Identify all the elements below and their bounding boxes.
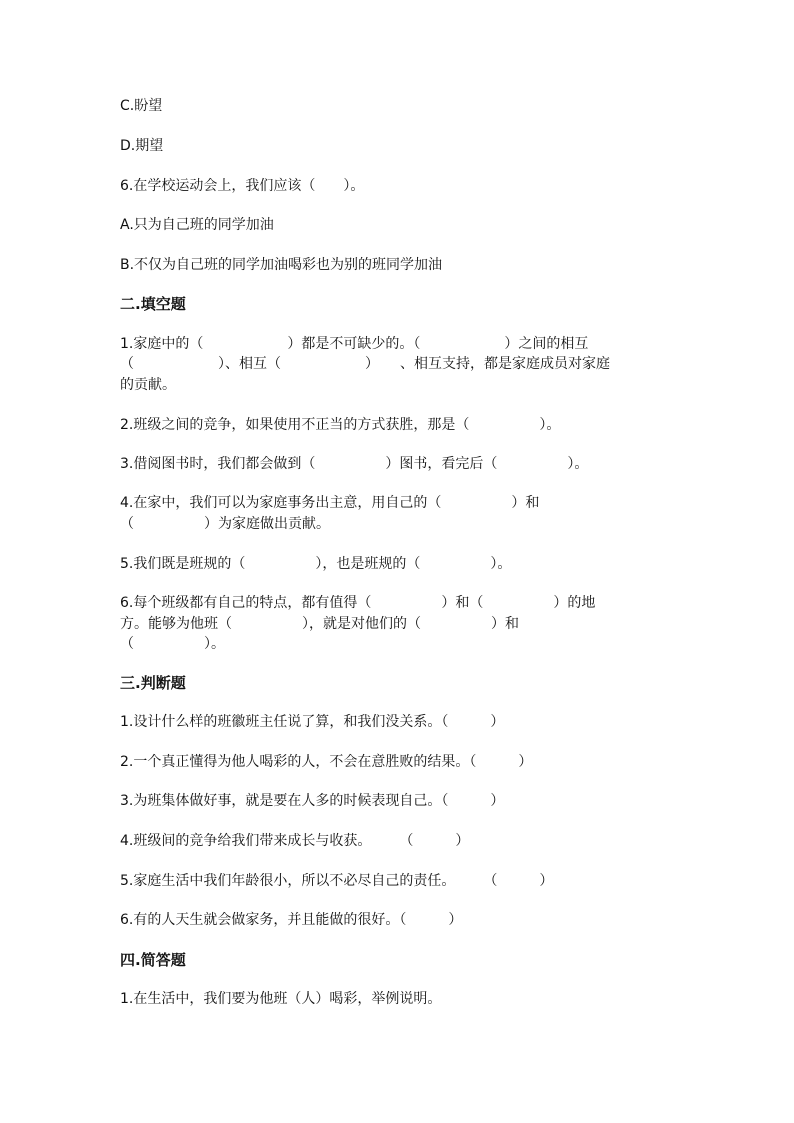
question-6: 6.在学校运动会上，我们应该（ ）。 [120, 178, 365, 194]
fill-blank-3: 3.借阅图书时，我们都会做到（ ）图书，看完后（ ）。 [120, 456, 589, 472]
option-d: D.期望 [120, 138, 164, 154]
fill-blank-4-line-1: 4.在家中，我们可以为家庭事务出主意，用自己的（ ）和 [120, 495, 540, 511]
true-false-6: 6.有的人天生就会做家务，并且能做的很好。（ ） [120, 912, 463, 928]
option-c: C.盼望 [120, 98, 163, 114]
fill-blank-1-line-1: 1.家庭中的（ ）都是不可缺少的。（ ）之间的相互 [120, 336, 589, 352]
fill-blank-1-line-3: 的贡献。 [120, 377, 176, 393]
true-false-5: 5.家庭生活中我们年龄很小，所以不必尽自己的责任。 （ ） [120, 873, 554, 889]
option-a: A.只为自己班的同学加油 [120, 217, 274, 233]
fill-blank-4-line-2: （ ）为家庭做出贡献。 [120, 516, 330, 532]
option-b: B.不仅为自己班的同学加油喝彩也为别的班同学加油 [120, 257, 443, 273]
fill-blank-6-line-3: （ ）。 [120, 636, 225, 652]
true-false-2: 2.一个真正懂得为他人喝彩的人，不会在意胜败的结果。（ ） [120, 754, 533, 770]
short-answer-1: 1.在生活中，我们要为他班（人）喝彩，举例说明。 [120, 991, 442, 1007]
fill-blank-6-line-1: 6.每个班级都有自己的特点，都有值得（ ）和（ ）的地 [120, 595, 596, 611]
fill-blank-6-line-2: 方。能够为他班（ ），就是对他们的（ ）和 [120, 616, 519, 632]
fill-blank-5: 5.我们既是班规的（ ），也是班规的（ ）。 [120, 556, 512, 572]
section-heading-short-answer: 四.简答题 [120, 951, 186, 969]
fill-blank-1-line-2: （ ）、相互（ ） 、相互支持，都是家庭成员对家庭 [120, 356, 610, 372]
fill-blank-2: 2.班级之间的竞争，如果使用不正当的方式获胜，那是（ ）。 [120, 417, 561, 433]
true-false-4: 4.班级间的竞争给我们带来成长与收获。 （ ） [120, 833, 470, 849]
section-heading-fill-blank: 二.填空题 [120, 295, 186, 313]
true-false-1: 1.设计什么样的班徽班主任说了算，和我们没关系。（ ） [120, 714, 505, 730]
section-heading-true-false: 三.判断题 [120, 674, 186, 692]
true-false-3: 3.为班集体做好事，就是要在人多的时候表现自己。（ ） [120, 793, 505, 809]
